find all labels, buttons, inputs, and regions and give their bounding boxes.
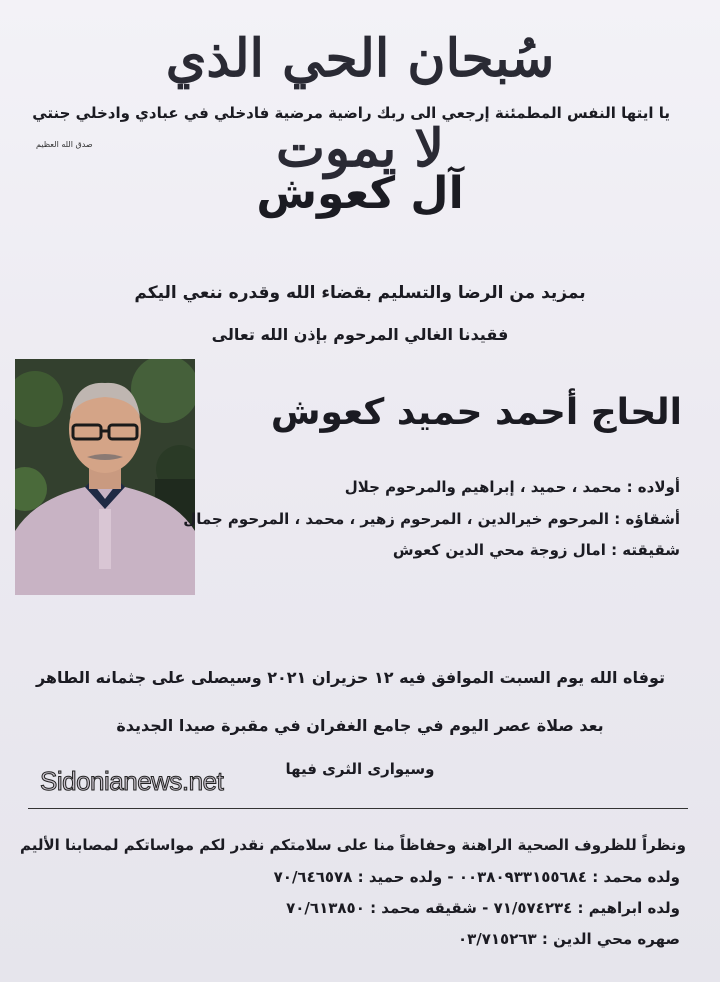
brothers-line: أشقاؤه : المرحوم خيرالدين ، المرحوم زهير ، محمد ، المرحوم جمال (183, 510, 680, 528)
funeral-line-1: توفاه الله يوم السبت الموافق فيه ١٢ حزيران ٢٠٢١ وسيصلى على جثمانه الطاهر (35, 668, 665, 687)
funeral-line-2: بعد صلاة عصر اليوم في جامع الغفران في مقبرة صيدا الجديدة (116, 716, 604, 735)
phone-line-2: ولده ابراهيم : ٧١/٥٧٤٢٣٤ - شقيقه محمد : ٧٠/٦١٣٨٥٠ (286, 899, 680, 917)
calligraphy-header: سُبحان الحي الذي لا يموت (165, 28, 555, 179)
phone-line-1: ولده محمد : ٠٠٣٨٠٩٣٣١٥٥٦٨٤ - ولده حميد : ٧٠/٦٤٦٥٧٨ (273, 868, 680, 886)
condolence-notice: ونظراً للظروف الصحية الراهنة وحفاظاً منا على سلامتكم نقدر لكم مواساتكم لمصابنا الأليم (19, 836, 686, 854)
deceased-name: الحاج أحمد حميد كعوش (270, 392, 682, 433)
announcement-line-1: بمزيد من الرضا والتسليم بقضاء الله وقدره ننعي اليكم (134, 283, 586, 303)
watermark: Sidonianews.net (40, 766, 224, 796)
sister-line: شقيقته : امال زوجة محي الدين كعوش (392, 541, 680, 559)
divider (28, 808, 688, 809)
family-name: آل كعوش (256, 168, 464, 219)
announcement-line-2: فقيدنا الغالي المرحوم بإذن الله تعالى (211, 325, 509, 344)
phone-line-3: صهره محي الدين : ٠٣/٧١٥٢٦٣ (457, 930, 680, 948)
sons-line: أولاده : محمد ، حميد ، إبراهيم والمرحوم جلال (344, 478, 680, 496)
portrait-illustration (15, 359, 195, 595)
sadaq-label: صدق الله العظيم (36, 140, 93, 149)
funeral-line-3: وسيوارى الثرى فيها (285, 760, 435, 778)
quran-verse: يا ايتها النفس المطمئنة إرجعي الى ربك راضية مرضية فادخلي في عبادي وادخلي جنتي (32, 104, 670, 122)
deceased-photo (15, 359, 195, 595)
